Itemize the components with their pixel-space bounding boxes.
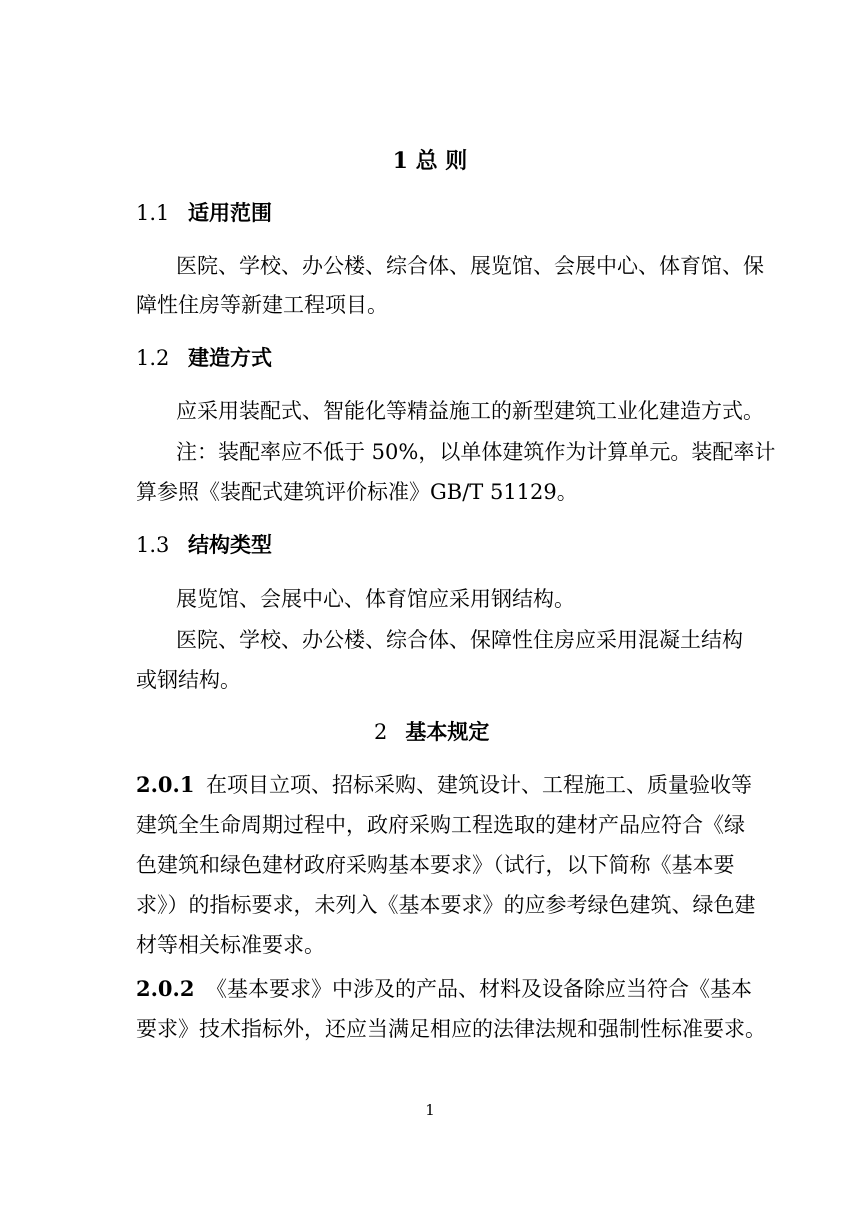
section-1-2-number: 1.2 <box>136 346 170 370</box>
section-1-3-paragraph-1: 展览馆、会展中心、体育馆应采用钢结构。 <box>176 587 575 611</box>
clause-2-0-1-text-1: 在项目立项、招标采购、建筑设计、工程施工、质量验收等 <box>206 773 752 797</box>
clause-2-0-1-line-2: 建筑全生命周期过程中，政府采购工程选取的建材产品应符合《绿 <box>136 813 745 837</box>
clause-2-0-2-line-1 <box>136 968 752 1010</box>
clause-2-0-1-line-5: 材等相关标准要求。 <box>136 933 325 957</box>
chapter-2-number: 2 <box>374 720 388 744</box>
section-1-2-paragraph: 应采用装配式、智能化等精益施工的新型建筑工业化建造方式。 <box>176 399 764 423</box>
section-1-2-title: 建造方式 <box>188 345 272 370</box>
section-1-1-line-2: 障性住房等新建工程项目。 <box>136 293 388 317</box>
section-1-1-title: 适用范围 <box>188 200 272 225</box>
section-1-1-heading <box>136 192 272 234</box>
clause-2-0-1-line-4: 求》）的指标要求，未列入《基本要求》的应参考绿色建筑、绿色建 <box>136 893 756 917</box>
clause-2-0-1-line-3: 色建筑和绿色建材政府采购基本要求》（试行，以下简称《基本要 <box>136 853 735 877</box>
clause-2-0-1-number: 2.0.1 <box>136 772 195 797</box>
chapter-2-title <box>374 711 489 753</box>
clause-2-0-2-line-2: 要求》技术指标外，还应当满足相应的法律法规和强制性标准要求。 <box>136 1017 766 1041</box>
clause-2-0-2-text-1: 《基本要求》中涉及的产品、材料及设备除应当符合《基本 <box>206 977 752 1001</box>
section-1-3-paragraph-2-line-2: 或钢结构。 <box>136 668 241 692</box>
clause-2-0-1-line-1 <box>136 764 752 806</box>
clause-2-0-2-number: 2.0.2 <box>136 976 195 1001</box>
chapter-1-title: 1 总 则 <box>392 148 468 174</box>
section-1-2-note-line-1: 注：装配率应不低于 50%，以单体建筑作为计算单元。装配率计 <box>176 440 776 464</box>
chapter-2-heading-text: 基本规定 <box>405 719 490 744</box>
section-1-3-heading <box>136 524 272 566</box>
section-1-1-number: 1.1 <box>136 201 170 225</box>
section-1-3-paragraph-2-line-1: 医院、学校、办公楼、综合体、保障性住房应采用混凝土结构 <box>176 628 743 652</box>
section-1-2-heading <box>136 337 272 379</box>
section-1-1-line-1: 医院、学校、办公楼、综合体、展览馆、会展中心、体育馆、保 <box>176 254 764 278</box>
page-number: 1 <box>425 1101 435 1119</box>
section-1-2-note-line-2: 算参照《装配式建筑评价标准》GB/T 51129。 <box>136 480 578 504</box>
section-1-3-title: 结构类型 <box>188 532 272 557</box>
section-1-3-number: 1.3 <box>136 533 170 557</box>
